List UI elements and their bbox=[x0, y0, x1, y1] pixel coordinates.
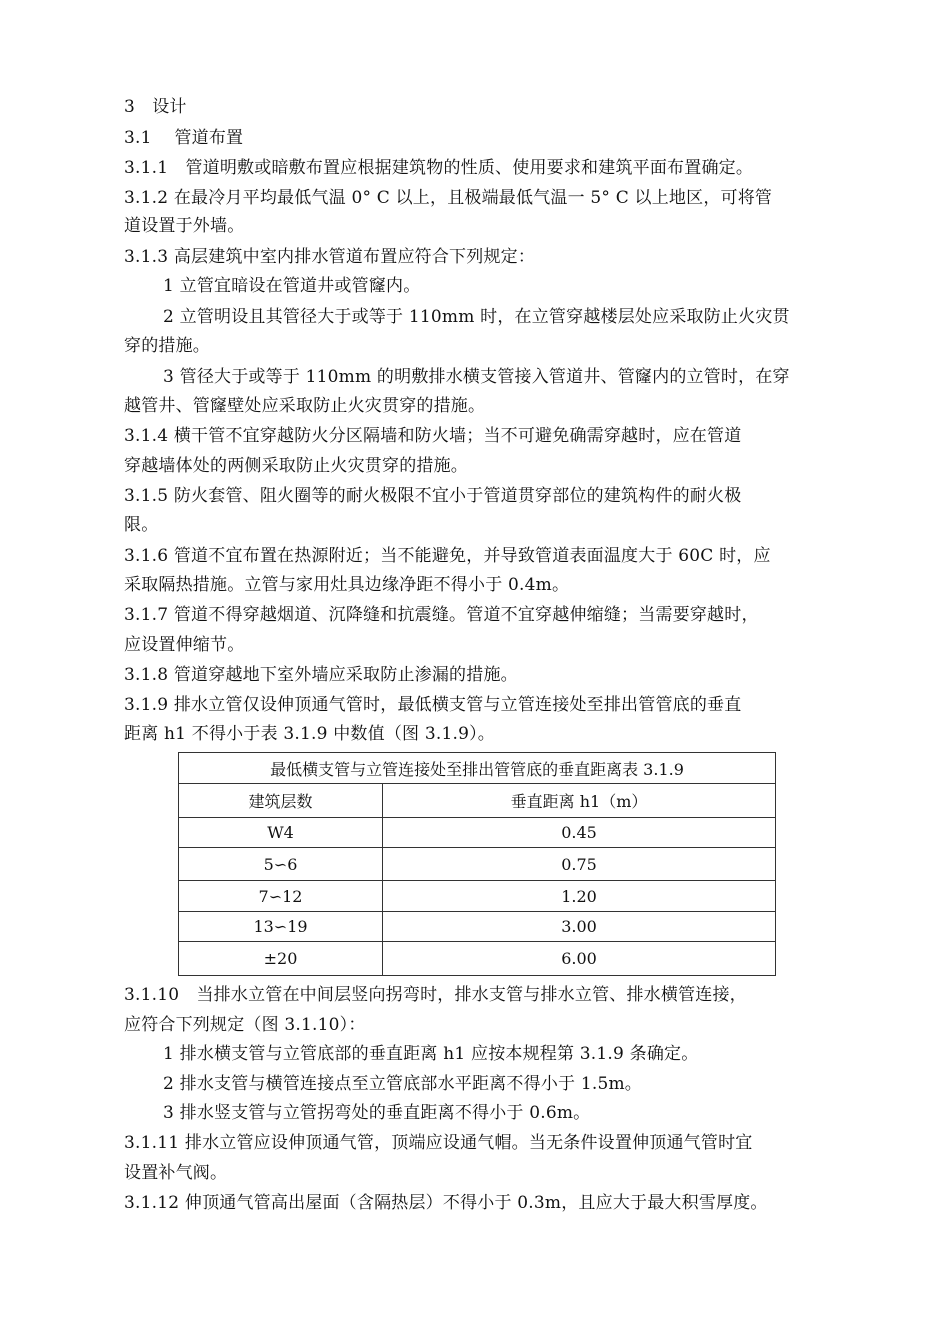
paragraph-line: 3.1.9 排水立管仅设伸顶通气管时，最低横支管与立管连接处至排出管管底的垂直 bbox=[124, 695, 742, 715]
table-row bbox=[179, 848, 776, 881]
list-item: 3 管径大于或等于 110mm 的明敷排水横支管接入管道井、管窿内的立管时，在穿 bbox=[163, 367, 790, 387]
list-item: 3 排水竖支管与立管拐弯处的垂直距离不得小于 0.6m。 bbox=[163, 1103, 591, 1123]
paragraph-line: 3.1.11 排水立管应设伸顶通气管，顶端应设通气帽。当无条件设置伸顶通气管时宜 bbox=[124, 1133, 753, 1153]
distance-table bbox=[178, 752, 776, 976]
floors-cell: ±20 bbox=[179, 942, 383, 976]
paragraph-line: 应设置伸缩节。 bbox=[124, 635, 245, 655]
floors-cell: 7∽12 bbox=[179, 881, 383, 912]
paragraph-line: 3.1.5 防火套管、阻火圈等的耐火极限不宜小于管道贯穿部位的建筑构件的耐火极 bbox=[124, 486, 742, 506]
floors-cell: 13∽19 bbox=[179, 912, 383, 942]
paragraph-line: 3.1.7 管道不得穿越烟道、沉降缝和抗震缝。管道不宜穿越伸缩缝；当需要穿越时， bbox=[124, 605, 759, 625]
paragraph-line: 穿的措施。 bbox=[124, 336, 210, 356]
table-caption: 最低横支管与立管连接处至排出管管底的垂直距离表 3.1.9 bbox=[179, 753, 776, 784]
paragraph-line: 3.1.8 管道穿越地下室外墙应采取防止渗漏的措施。 bbox=[124, 665, 518, 685]
table-row bbox=[179, 818, 776, 848]
list-item: 1 立管宜暗设在管道井或管窿内。 bbox=[163, 276, 421, 296]
paragraph-line: 道设置于外墙。 bbox=[124, 216, 245, 236]
paragraph-line: 3.1.12 伸顶通气管高出屋面（含隔热层）不得小于 0.3m，且应大于最大积雪厚度。 bbox=[124, 1193, 768, 1213]
paragraph-line: 设置补气阀。 bbox=[124, 1163, 228, 1183]
chapter-heading: 3 设计 bbox=[124, 97, 187, 117]
table-row bbox=[179, 881, 776, 912]
table-row bbox=[179, 912, 776, 942]
table-row bbox=[179, 942, 776, 976]
list-item: 1 排水横支管与立管底部的垂直距离 h1 应按本规程第 3.1.9 条确定。 bbox=[163, 1044, 699, 1064]
distance-cell: 3.00 bbox=[383, 912, 776, 942]
paragraph-line: 3.1.4 横干管不宜穿越防火分区隔墙和防火墙；当不可避免确需穿越时，应在管道 bbox=[124, 426, 742, 446]
paragraph-line: 3.1.1 管道明敷或暗敷布置应根据建筑物的性质、使用要求和建筑平面布置确定。 bbox=[124, 158, 754, 178]
list-item: 2 立管明设且其管径大于或等于 110mm 时，在立管穿越楼层处应采取防止火灾贯 bbox=[163, 307, 790, 327]
column-header-distance: 垂直距离 h1（m） bbox=[383, 784, 776, 818]
distance-cell: 6.00 bbox=[383, 942, 776, 976]
paragraph-line: 越管井、管窿壁处应采取防止火灾贯穿的措施。 bbox=[124, 396, 486, 416]
paragraph-line: 距离 h1 不得小于表 3.1.9 中数值（图 3.1.9）。 bbox=[124, 724, 495, 744]
list-item: 2 排水支管与横管连接点至立管底部水平距离不得小于 1.5m。 bbox=[163, 1074, 642, 1094]
paragraph-line: 穿越墙体处的两侧采取防止火灾贯穿的措施。 bbox=[124, 456, 468, 476]
paragraph-line: 采取隔热措施。立管与家用灶具边缘净距不得小于 0.4m。 bbox=[124, 575, 570, 595]
column-header-floors: 建筑层数 bbox=[179, 784, 383, 818]
paragraph-line: 3.1.3 高层建筑中室内排水管道布置应符合下列规定： bbox=[124, 247, 536, 267]
paragraph-line: 3.1.6 管道不宜布置在热源附近；当不能避免，并导致管道表面温度大于 60C 时，应 bbox=[124, 546, 771, 566]
paragraph-line: 3.1.10 当排水立管在中间层竖向拐弯时，排水支管与排水立管、排水横管连接， bbox=[124, 985, 747, 1005]
floors-cell: W4 bbox=[179, 818, 383, 848]
paragraph-line: 应符合下列规定（图 3.1.10）： bbox=[124, 1015, 366, 1035]
distance-cell: 0.45 bbox=[383, 818, 776, 848]
floors-cell: 5∽6 bbox=[179, 848, 383, 881]
paragraph-line: 限。 bbox=[124, 515, 159, 535]
section-heading: 3.1 管道布置 bbox=[124, 128, 244, 148]
distance-cell: 1.20 bbox=[383, 881, 776, 912]
distance-cell: 0.75 bbox=[383, 848, 776, 881]
paragraph-line: 3.1.2 在最冷月平均最低气温 0° C 以上，且极端最低气温一 5° C 以上地区，可将管 bbox=[124, 188, 773, 208]
